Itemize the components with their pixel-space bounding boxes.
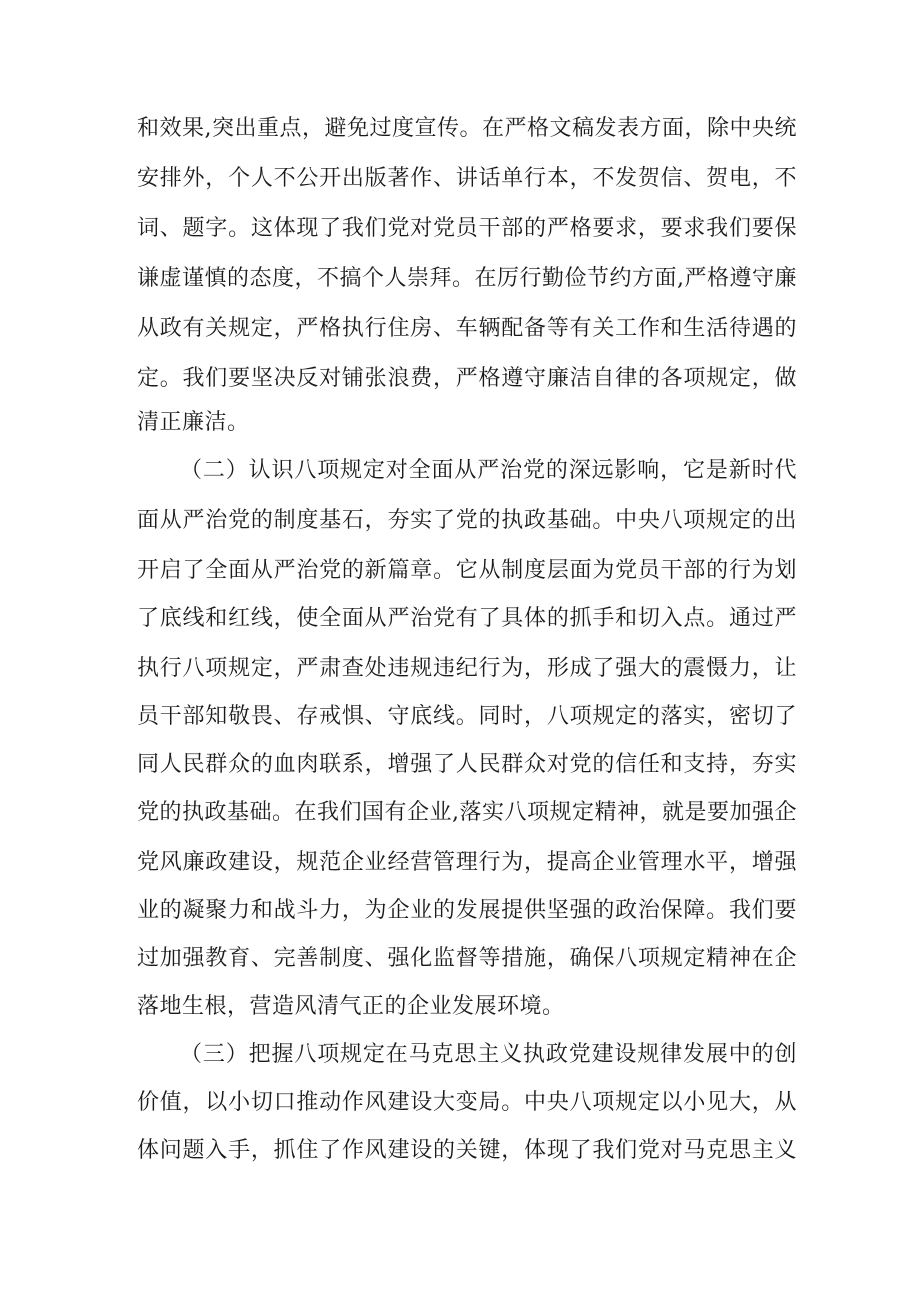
text-line: 清正廉洁。 [137, 410, 250, 435]
text-line: 了底线和红线，使全面从严治党有了具体的抓手和切入点。通过严 [137, 606, 797, 631]
text-line: 落地生根，营造风清气正的企业发展环境。 [137, 994, 565, 1019]
text-line: 员干部知敬畏、存戒惧、守底线。同时，八项规定的落实，密切了 [137, 704, 797, 729]
text-line: 过加强教育、完善制度、强化监督等措施，确保八项规定精神在企 [137, 946, 797, 971]
text-line: 业的凝聚力和战斗力，为企业的发展提供坚强的政治保障。我们要 [137, 898, 797, 923]
text-line: 和效果,突出重点，避免过度宣传。在严格文稿发表方面，除中央统 [137, 116, 797, 141]
text-line: 谦虚谨慎的态度，不搞个人崇拜。在厉行勤俭节约方面,严格遵守廉 [137, 266, 797, 291]
text-line: 执行八项规定，严肃查处违规违纪行为，形成了强大的震慑力，让 [137, 656, 797, 681]
text-line: 开启了全面从严治党的新篇章。它从制度层面为党员干部的行为划 [137, 558, 797, 583]
text-line: 体问题入手，抓住了作风建设的关键，体现了我们党对马克思主义 [137, 1138, 797, 1163]
text-line: 安排外，个人不公开出版著作、讲话单行本，不发贺信、贺电，不 [137, 166, 797, 191]
section-heading-line: （二）认识八项规定对全面从严治党的深远影响，它是新时代 [180, 458, 797, 483]
text-line: 词、题字。这体现了我们党对党员干部的严格要求，要求我们要保 [137, 216, 797, 241]
text-line: 同人民群众的血肉联系，增强了人民群众对党的信任和支持，夯实 [137, 752, 797, 777]
text-line: 从政有关规定，严格执行住房、车辆配备等有关工作和生活待遇的 [137, 316, 797, 341]
text-line: 定。我们要坚决反对铺张浪费，严格遵守廉洁自律的各项规定，做 [137, 366, 797, 391]
section-heading-line: （三）把握八项规定在马克思主义执政党建设规律发展中的创 [180, 1042, 797, 1067]
text-line: 党风廉政建设，规范企业经营管理行为，提高企业管理水平，增强 [137, 850, 797, 875]
text-line: 党的执政基础。在我们国有企业,落实八项规定精神，就是要加强企 [137, 800, 797, 825]
text-line: 价值，以小切口推动作风建设大变局。中央八项规定以小见大，从 [137, 1090, 797, 1115]
text-line: 面从严治党的制度基石，夯实了党的执政基础。中央八项规定的出 [137, 508, 797, 533]
